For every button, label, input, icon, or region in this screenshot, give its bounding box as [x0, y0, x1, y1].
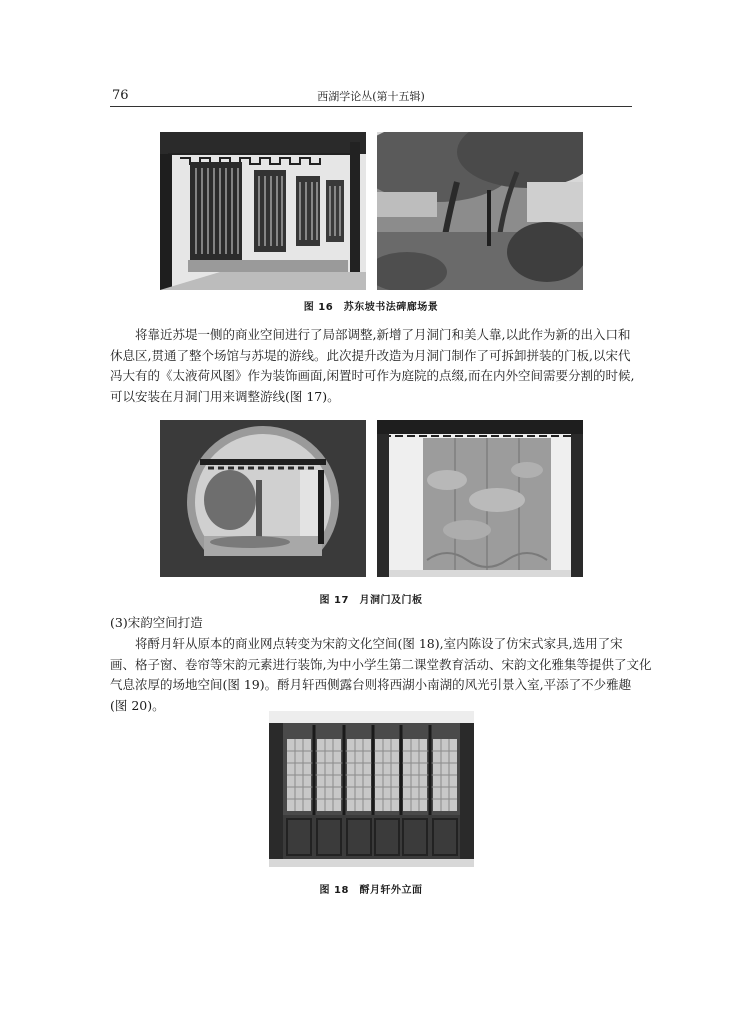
fig16-photo-stele-corridor [160, 132, 366, 290]
paragraph-1-line: 将靠近苏堤一侧的商业空间进行了局部调整,新增了月洞门和美人靠,以此作为新的出入口和 [135, 327, 631, 342]
figure-17-caption: 图 17 月洞门及门板 [319, 595, 423, 606]
paragraph-1 [110, 325, 636, 407]
header-rule [110, 106, 632, 107]
figure-18-caption: 图 18 酹月轩外立面 [319, 885, 423, 896]
section-heading [110, 613, 636, 634]
fig17-photo-moon-gate [160, 420, 366, 577]
paragraph-2-line: 气息浓厚的场地空间(图 19)。酹月轩西侧露台则将西湖小南湖的风光引景入室,平添了不少雅趣 [110, 677, 632, 692]
running-title: 西湖学论丛(第十五辑) [317, 90, 425, 103]
page-number: 76 [112, 88, 129, 103]
paragraph-1-line: 休息区,贯通了整个场馆与苏堤的游线。此次提升改造为月洞门制作了可拆卸拼装的门板,以宋代 [110, 347, 631, 363]
paragraph-2-line: (图 20)。 [110, 697, 165, 713]
section-heading-text: (3)宋韵空间打造 [110, 615, 203, 630]
paragraph-1-line: 可以安装在月洞门用来调整游线(图 17)。 [110, 388, 340, 404]
paragraph-2-line: 将酹月轩从原本的商业网点转变为宋韵文化空间(图 18),室内陈设了仿宋式家具,选用了宋 [135, 636, 623, 651]
fig18-photo-facade [269, 711, 474, 867]
paragraph-1-line: 冯大有的《太液荷风图》作为装饰画面,闲置时可作为庭院的点缀,而在内外空间需要分割的时候, [110, 368, 635, 383]
fig17-photo-door-panel [377, 420, 583, 577]
paragraph-2 [110, 634, 652, 716]
paragraph-2-line: 画、格子窗、卷帘等宋韵元素进行装饰,为中小学生第二课堂教育活动、宋韵文化雅集等提供了文化 [110, 656, 652, 672]
figure-16-caption: 图 16 苏东坡书法碑廊场景 [303, 302, 439, 313]
fig16-photo-garden [377, 132, 583, 290]
